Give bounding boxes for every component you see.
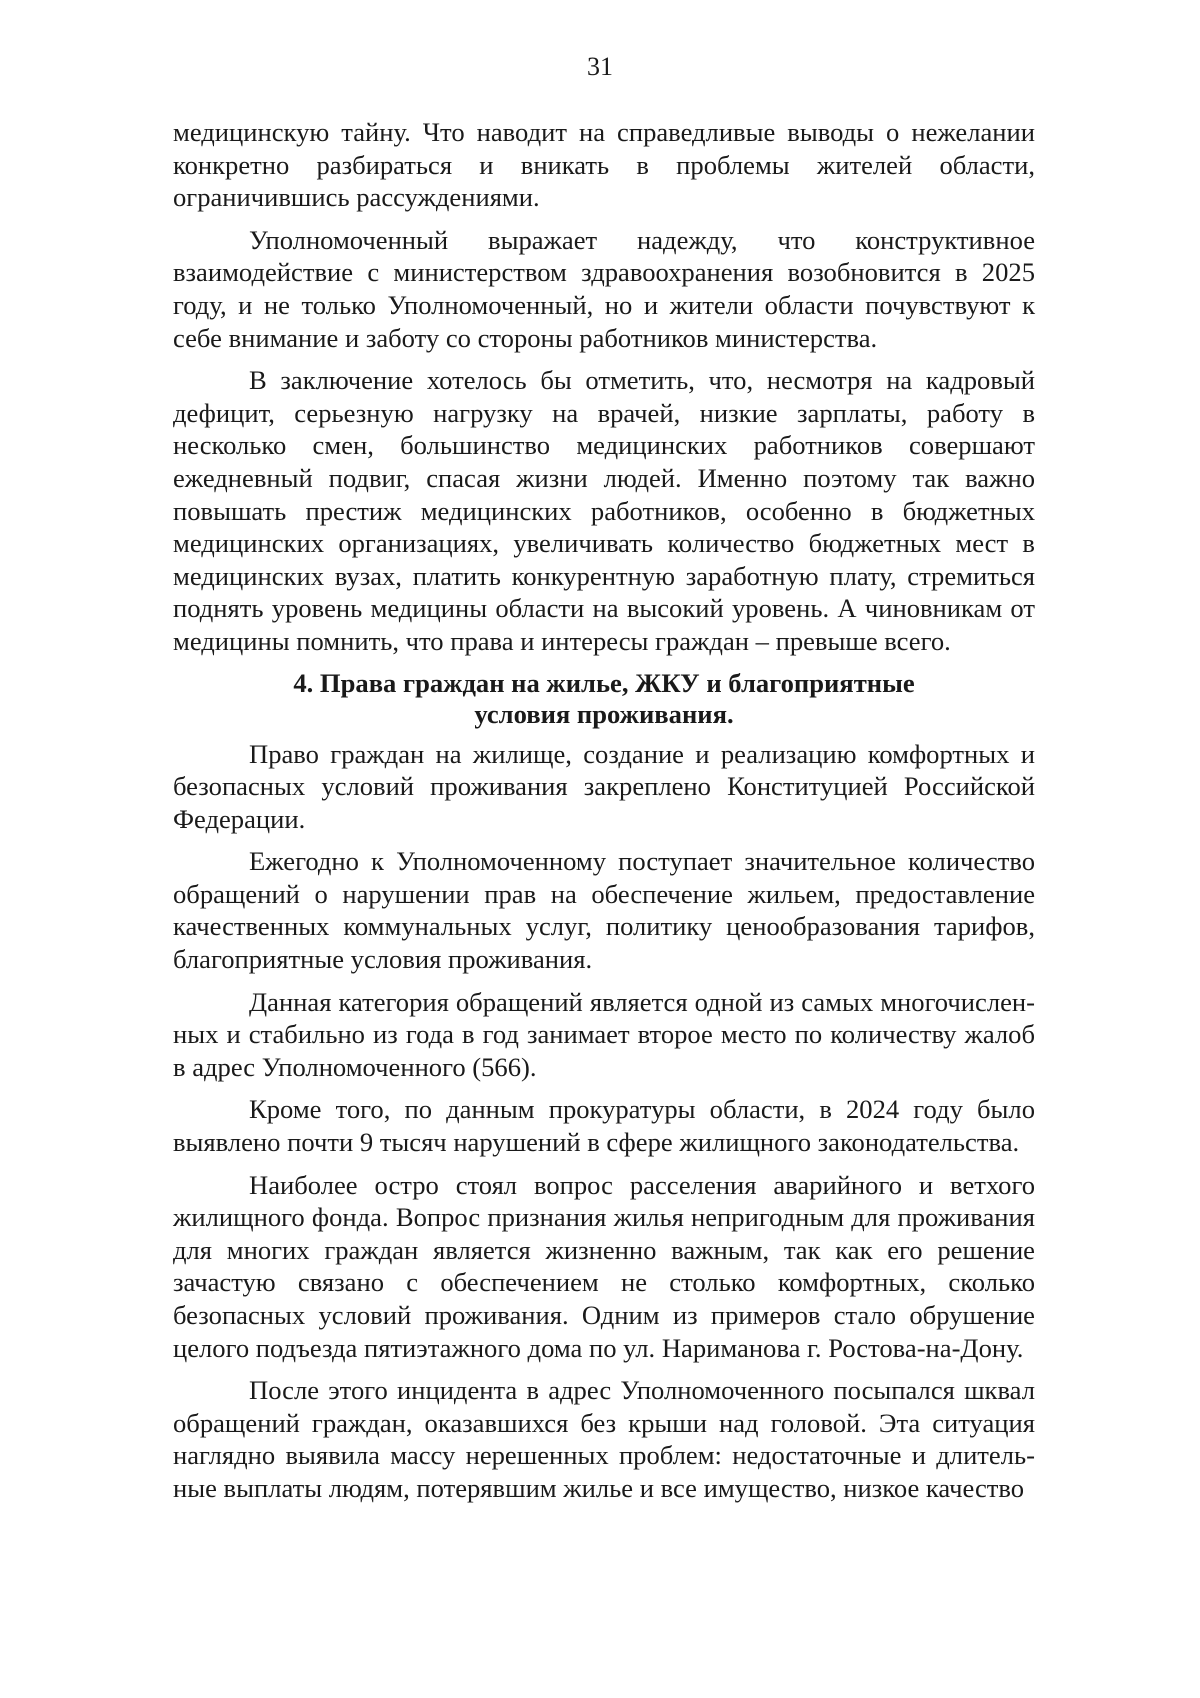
paragraph: Кроме того, по данным прокуратуры области, в 2024 году было выявлено почти 9 тысяч нарушений в сфере жилищного законодательства.: [173, 1094, 1035, 1158]
section-heading-line: условия проживания.: [474, 698, 734, 729]
document-body: [173, 116, 1035, 1515]
page-number: 31: [587, 52, 613, 81]
paragraph: Наиболее остро стоял вопрос расселения аварийного и ветхого жилищного фонда. Вопрос признания жилья непригодным для проживания для многих граждан является жизненно важным, так как его решение зачастую связано с обеспечением не столько комфортных, сколько безопасных условий проживания. Одним из примеров стало обрушение целого подъезда пятиэтажного дома по ул. Нариманова г. Ростова-на-Дону.: [173, 1169, 1035, 1363]
paragraph: Право граждан на жилище, создание и реализацию комфортных и безопасных условий проживания закреплено Конституцией Российской Федерации.: [173, 738, 1035, 834]
paragraph: В заключение хотелось бы отметить, что, несмотря на кадровый дефицит, серьезную нагрузку на врачей, низкие зарплаты, работу в несколько смен, большинство медицинских работников совершают ежедневный подвиг, спасая жизни людей. Именно поэтому так важно повышать престиж медицинских работников, особенно в бюджетных медицинских организациях, увеличивать количество бюджетных мест в медицинских вузах, платить конкурентную заработную плату, стремиться поднять уровень медицины области на высокий уровень. А чиновникам от медицины помнить, что права и интересы граждан – превыше всего.: [173, 365, 1035, 656]
paragraph: Уполномоченный выражает надежду, что конструктивное взаимодействие с министерством здравоохранения возобновится в 2025 году, и не только Уполномоченный, но и жители области почувствуют к себе внимание и заботу со стороны работников министерства.: [173, 224, 1035, 353]
section-heading: [173, 668, 1035, 730]
paragraph: Ежегодно к Уполномоченному поступает значительное количество обращений о нарушении прав на обеспечение жильем, предоставление качественных коммунальных услуг, политику ценообразования тарифов, благоприятные условия проживания.: [173, 846, 1035, 975]
paragraph: Данная категория обращений является одной из самых многочисленных и стабильно из года в год занимает второе место по количеству жалоб в адрес Уполномоченного (566).: [173, 986, 1035, 1082]
paragraph: медицинскую тайну. Что наводит на справедливые выводы о нежелании конкретно разбираться и вникать в проблемы жителей области, ограничившись рассуждениями.: [173, 117, 1035, 213]
section-heading-line: 4. Права граждан на жилье, ЖКУ и благоприятные: [293, 667, 915, 698]
paragraph: После этого инцидента в адрес Уполномоченного посыпался шквал обращений граждан, оказавшихся без крыши над головой. Эта ситуация наглядно выявила массу нерешенных проблем: недостаточные и длительные выплаты людям, потерявшим жилье и все имущество, низкое качество: [173, 1375, 1035, 1503]
